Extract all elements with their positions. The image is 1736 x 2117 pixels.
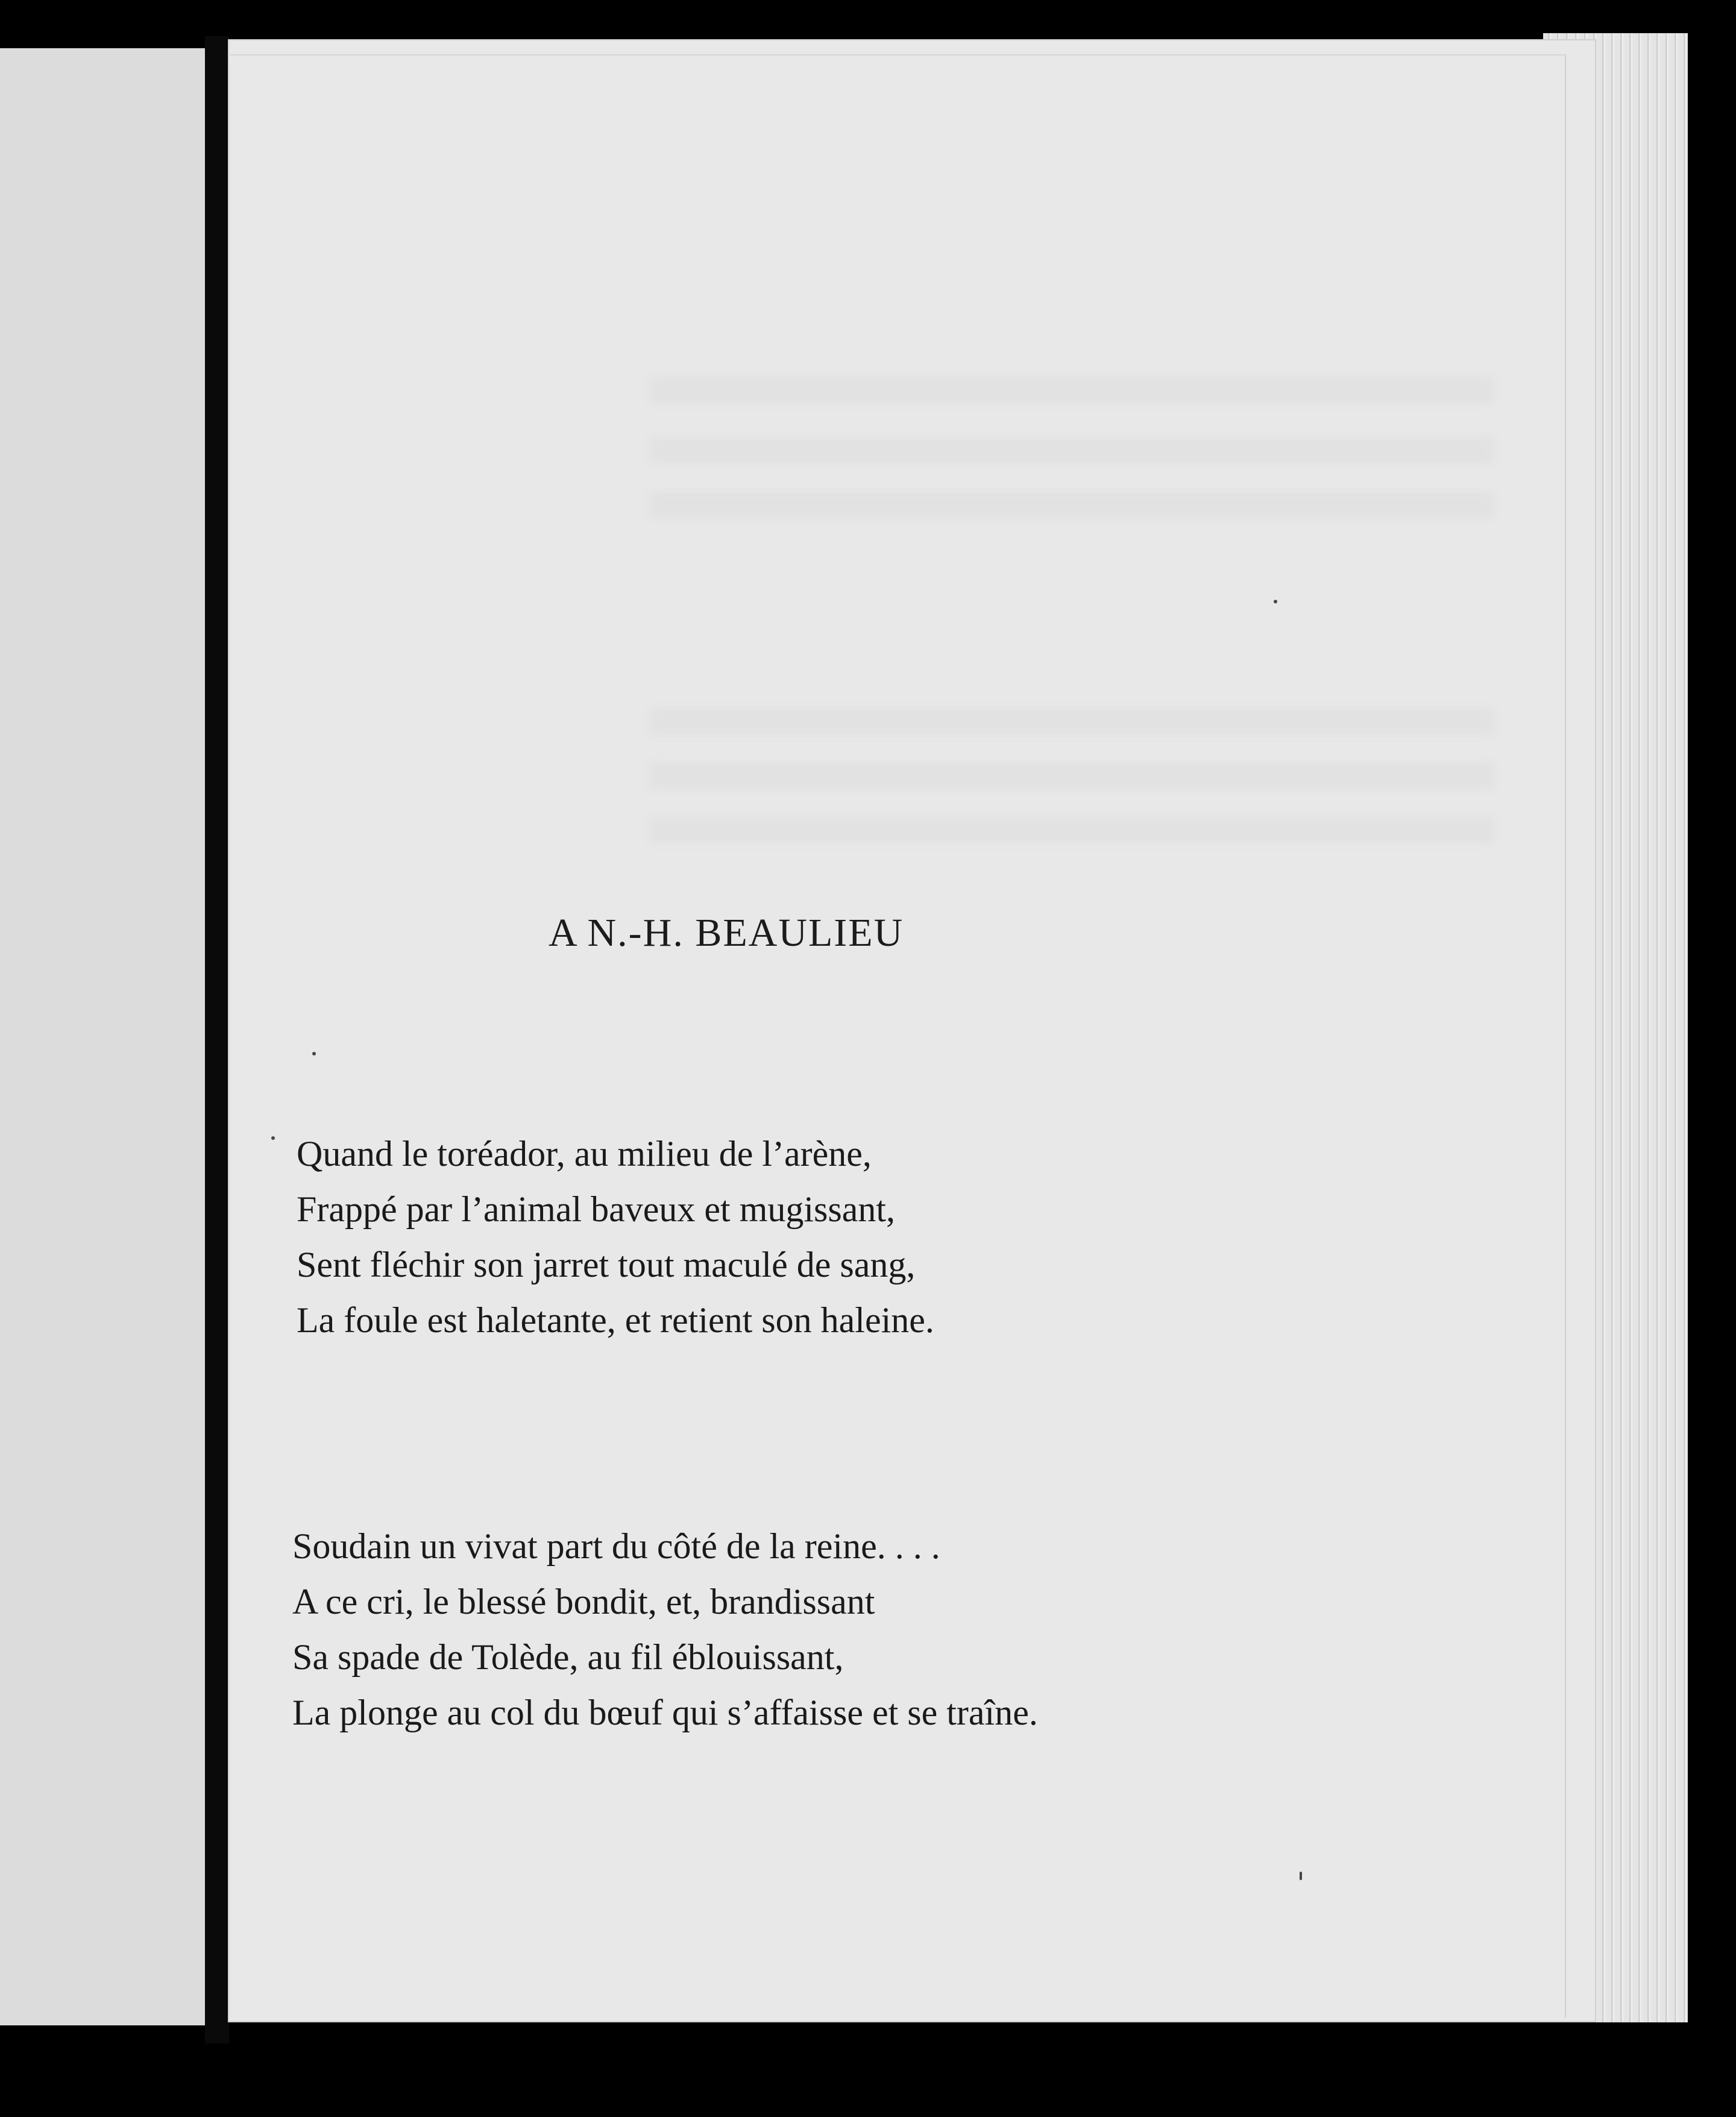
verse-line: Sa spade de Tolède, au fil éblouissant, [292, 1637, 844, 1677]
dedication-title: A N.-H. BEAULIEU [549, 911, 904, 955]
show-through-shadow [650, 491, 1494, 518]
show-through-shadow [650, 708, 1494, 735]
show-through-shadow [650, 817, 1494, 843]
stanza [297, 1126, 934, 1348]
paper-speck [271, 1136, 275, 1140]
stanza [292, 1518, 1038, 1740]
paper-speck [1274, 600, 1277, 603]
previous-page-edge [0, 48, 223, 2025]
book-gutter [205, 36, 229, 2043]
verse-line: La plonge au col du bœuf qui s’affaisse et se traîne. [292, 1693, 1038, 1732]
paper-speck [312, 1052, 316, 1055]
verse-line: Frappé par l’animal baveux et mugissant, [297, 1189, 896, 1229]
verse-line: La foule est haletante, et retient son haleine. [297, 1300, 934, 1340]
show-through-shadow [650, 437, 1494, 464]
verse-line: Sent fléchir son jarret tout maculé de sang, [297, 1245, 916, 1285]
verse-line: Soudain un vivat part du côté de la reine. . . . [292, 1526, 940, 1566]
show-through-shadow [650, 763, 1494, 789]
verse-line: Quand le toréador, au milieu de l’arène, [297, 1134, 872, 1174]
show-through-shadow [650, 377, 1494, 403]
paper-speck [1300, 1872, 1302, 1880]
verse-line: A ce cri, le blessé bondit, et, brandissant [292, 1582, 875, 1622]
